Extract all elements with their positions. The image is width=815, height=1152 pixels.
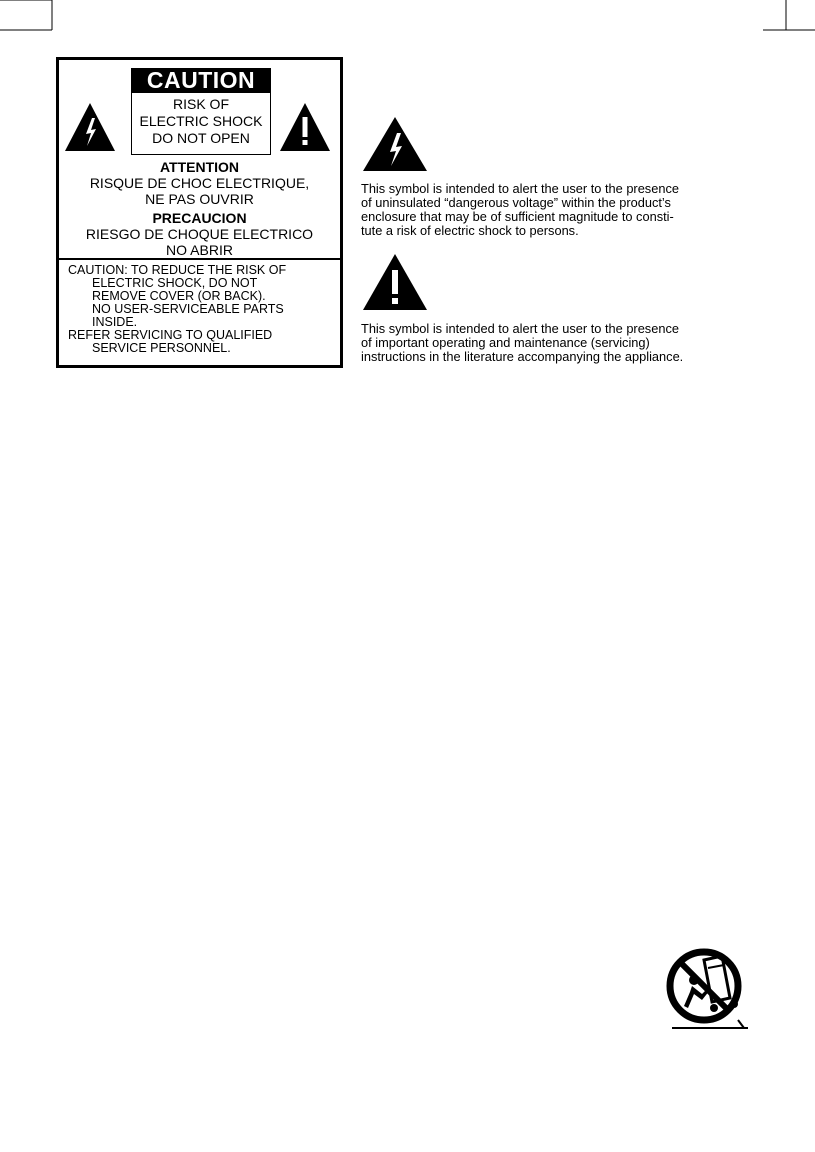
caution-label xyxy=(56,57,343,368)
instruction-symbol-description: This symbol is intended to alert the user to the presence of important operating and maintenance (servicing) instructions in the literature accompanying the appliance. xyxy=(361,321,684,364)
service-warning: CAUTION: TO REDUCE THE RISK OF ELECTRIC SHOCK, DO NOT REMOVE COVER (OR BACK). NO USER-SERVICEABLE PARTS INSIDE. REFER SERVICING TO QUALIFIED SERVICE PERSONNEL. xyxy=(68,263,287,355)
spanish-line: RIESGO DE CHOQUE ELECTRICO xyxy=(85,226,314,242)
french-line: RISQUE DE CHOC ELECTRIQUE, xyxy=(89,175,310,191)
lightning-triangle-icon xyxy=(362,116,428,172)
caution-title: CAUTION xyxy=(131,68,271,93)
french-line: NE PAS OUVRIR xyxy=(145,191,254,207)
exclamation-triangle-icon xyxy=(279,102,331,152)
lightning-triangle-icon xyxy=(64,102,116,152)
french-heading: ATTENTION xyxy=(159,159,240,175)
spanish-heading: PRECAUCION xyxy=(152,210,247,226)
exclamation-triangle-icon xyxy=(362,253,428,311)
divider xyxy=(59,258,340,260)
spanish-line: NO ABRIR xyxy=(166,242,233,258)
caution-subtitle: RISK OF ELECTRIC SHOCK DO NOT OPEN xyxy=(131,93,271,155)
cart-tip-over-warning-icon xyxy=(664,946,750,1036)
voltage-symbol-description: This symbol is intended to alert the user to the presence of uninsulated “dangerous voltage” within the product’s enclosure that may be of sufficient magnitude to consti- tute a risk of electric shock to persons. xyxy=(361,181,679,238)
